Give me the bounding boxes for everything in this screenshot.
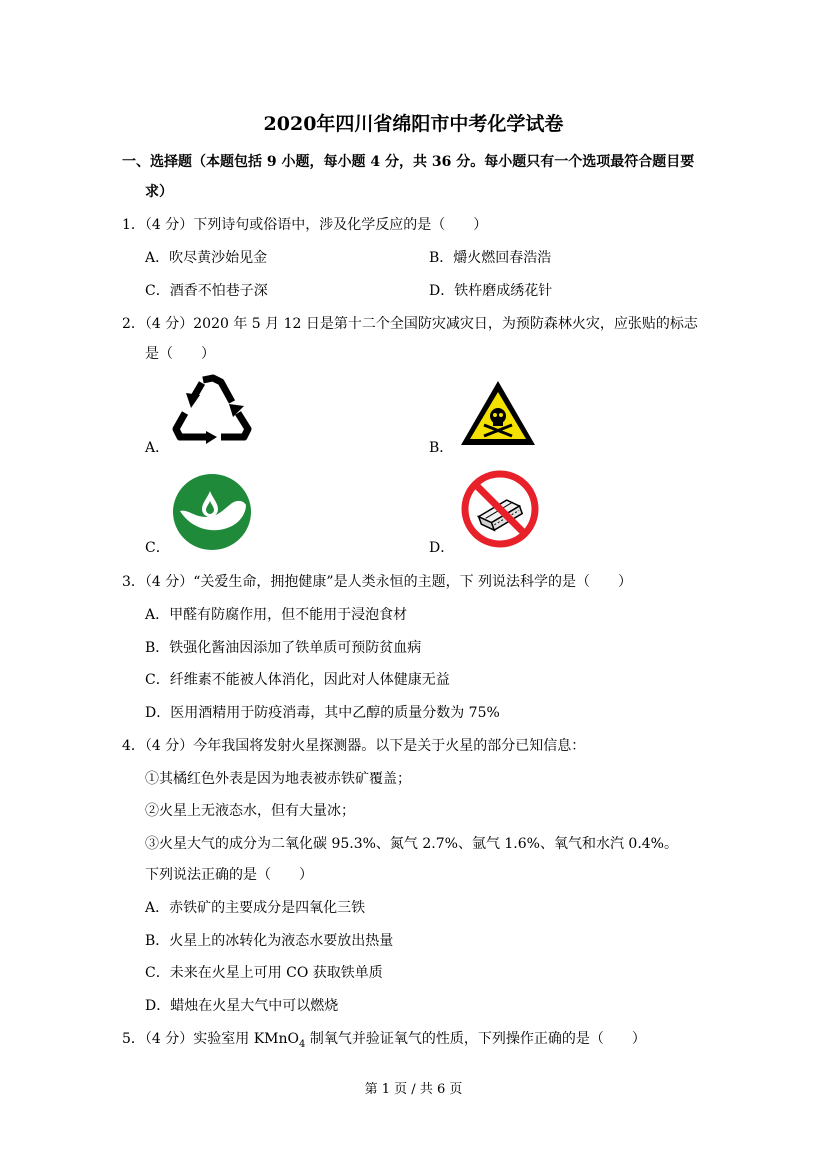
q4-option-c: C．未来在火星上可用 CO 获取铁单质: [145, 965, 383, 981]
q4-info-1: ①其橘红色外表是因为地表被赤铁矿覆盖；: [145, 771, 411, 787]
q1-option-d: D．铁杵磨成绣花针: [429, 283, 553, 299]
q2-stem-line2: 是（ ）: [145, 346, 215, 362]
q2-stem-line1: 2．（4 分）2020 年 5 月 12 日是第十二个全国防灾减灾日，为预防森林火灾，应张贴的标志: [122, 316, 698, 332]
page-footer: 第 1 页 / 共 6 页: [364, 1082, 463, 1097]
q2-option-a-label: A．: [145, 440, 170, 456]
q3-option-a: A．甲醛有防腐作用，但不能用于浸泡食材: [145, 607, 408, 623]
q1-stem: 1．（4 分）下列诗句或俗语中，涉及化学反应的是（ ）: [122, 217, 488, 233]
q4-option-b: B．火星上的冰转化为液态水要放出热量: [145, 933, 394, 949]
q3-stem: 3．（4 分）“关爱生命，拥抱健康”是人类永恒的主题，下 列说法科学的是（ ）: [122, 574, 633, 590]
q1-option-c: C．酒香不怕巷子深: [145, 283, 268, 299]
q3-option-b: B．铁强化酱油因添加了铁单质可预防贫血病: [145, 640, 422, 656]
q5-stem: [122, 1029, 646, 1055]
q2-option-b-label: B．: [429, 440, 454, 456]
q3-option-c: C．纤维素不能被人体消化，因此对人体健康无益: [145, 672, 450, 688]
recycle-icon: [172, 373, 254, 447]
q4-prompt: 下列说法正确的是（ ）: [145, 867, 313, 883]
page-title: 2020年四川省绵阳市中考化学试卷: [263, 113, 564, 135]
q5-stem-subscript: 4: [299, 1038, 306, 1050]
q1-option-b: B．爝火燃回春浩浩: [429, 250, 552, 266]
q2-option-c-label: C．: [145, 540, 170, 556]
q4-option-d: D．蜡烛在火星大气中可以燃烧: [145, 998, 339, 1014]
q5-stem-start: 5．（4 分）实验室用 KMnO: [122, 1031, 300, 1047]
q4-stem: 4．（4 分）今年我国将发射火星探测器。以下是关于火星的部分已知信息：: [122, 738, 586, 754]
section-heading-line1: 一、选择题（本题包括 9 小题，每小题 4 分，共 36 分。每小题只有一个选项最符合题目要: [122, 154, 695, 170]
q4-info-2: ②火星上无液态水，但有大量冰；: [145, 803, 355, 819]
q5-stem-end: 制氧气并验证氧气的性质，下列操作正确的是（ ）: [305, 1031, 646, 1047]
no-matches-icon: [460, 469, 540, 549]
water-saving-icon: [172, 473, 252, 551]
q2-option-d-label: D．: [429, 540, 455, 556]
q3-option-d: D．医用酒精用于防疫消毒，其中乙醇的质量分数为 75%: [145, 705, 500, 721]
section-heading-line2: 求）: [145, 184, 173, 200]
q1-option-a: A．吹尽黄沙始见金: [145, 250, 268, 266]
q4-info-3: ③火星大气的成分为二氧化碳 95.3%、氮气 2.7%、氩气 1.6%、氧气和水汽 0.4%。: [145, 836, 678, 852]
toxic-warning-icon: [459, 378, 537, 448]
q4-option-a: A．赤铁矿的主要成分是四氧化三铁: [145, 900, 366, 916]
